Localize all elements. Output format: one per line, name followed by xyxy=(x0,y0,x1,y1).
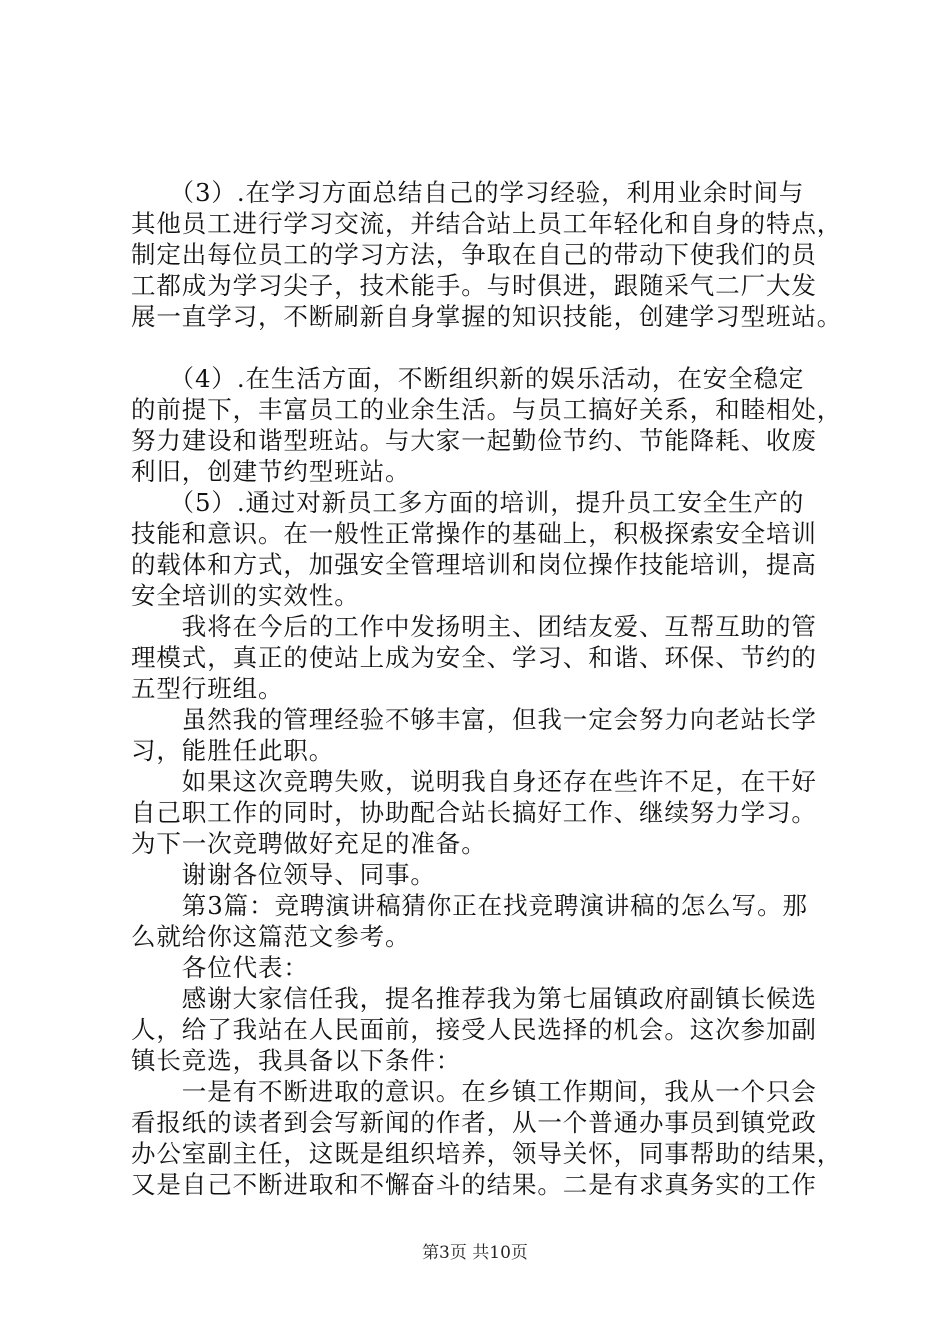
text-line: 为下一次竞聘做好充足的准备。 xyxy=(131,829,487,858)
text-line: 感谢大家信任我，提名推荐我为第七届镇政府副镇长候选 xyxy=(131,984,817,1013)
text-line: 努力建设和谐型班站。与大家一起勤俭节约、节能降耗、收废 xyxy=(131,426,817,455)
text-line: 利旧，创建节约型班站。 xyxy=(131,457,411,486)
text-line: 制定出每位员工的学习方法，争取在自己的带动下使我们的员 xyxy=(131,240,817,269)
text-line: 展一直学习，不断刷新自身掌握的知识技能，创建学习型班站。 xyxy=(131,302,843,331)
text-line: （5）.通过对新员工多方面的培训，提升员工安全生产的 xyxy=(131,488,805,517)
text-line: 自己职工作的同时，协助配合站长搞好工作、继续努力学习。 xyxy=(131,798,817,827)
text-line: 安全培训的实效性。 xyxy=(131,581,360,610)
text-line: 理模式，真正的使站上成为安全、学习、和谐、环保、节约的 xyxy=(131,643,817,672)
text-line: 工都成为学习尖子，技术能手。与时俱进，跟随采气二厂大发 xyxy=(131,271,817,300)
text-line: 第3篇：竞聘演讲稿猜你正在找竞聘演讲稿的怎么写。那 xyxy=(131,891,808,920)
text-line: 一是有不断进取的意识。在乡镇工作期间，我从一个只会 xyxy=(131,1077,817,1106)
text-line: 其他员工进行学习交流，并结合站上员工年轻化和自身的特点， xyxy=(131,209,843,238)
text-line: 虽然我的管理经验不够丰富，但我一定会努力向老站长学 xyxy=(131,705,817,734)
page-footer: 第3页 共10页 xyxy=(422,1243,528,1263)
text-line: 镇长竞选，我具备以下条件： xyxy=(131,1046,462,1075)
text-line: 我将在今后的工作中发扬明主、团结友爱、互帮互助的管 xyxy=(131,612,817,641)
text-line: 人，给了我站在人民面前，接受人民选择的机会。这次参加副 xyxy=(131,1015,817,1044)
text-line: （4）.在生活方面，不断组织新的娱乐活动，在安全稳定 xyxy=(131,364,805,393)
text-line: 各位代表： xyxy=(131,953,309,982)
text-line: 谢谢各位领导、同事。 xyxy=(131,860,436,889)
text-line: 技能和意识。在一般性正常操作的基础上，积极探索安全培训 xyxy=(131,519,817,548)
text-line: 五型行班组。 xyxy=(131,674,284,703)
text-line: 习，能胜任此职。 xyxy=(131,736,335,765)
text-line: 又是自己不断进取和不懈奋斗的结果。二是有求真务实的工作 xyxy=(131,1170,817,1199)
text-line: 的载体和方式，加强安全管理培训和岗位操作技能培训，提高 xyxy=(131,550,817,579)
text-line: 看报纸的读者到会写新闻的作者，从一个普通办事员到镇党政 xyxy=(131,1108,817,1137)
text-line: 办公室副主任，这既是组织培养，领导关怀，同事帮助的结果， xyxy=(131,1139,843,1168)
text-line: 的前提下，丰富员工的业余生活。与员工搞好关系，和睦相处， xyxy=(131,395,843,424)
text-line: （3）.在学习方面总结自己的学习经验，利用业余时间与 xyxy=(131,178,805,207)
text-line: 如果这次竞聘失败，说明我自身还存在些许不足，在干好 xyxy=(131,767,817,796)
text-line: 么就给你这篇范文参考。 xyxy=(131,922,411,951)
